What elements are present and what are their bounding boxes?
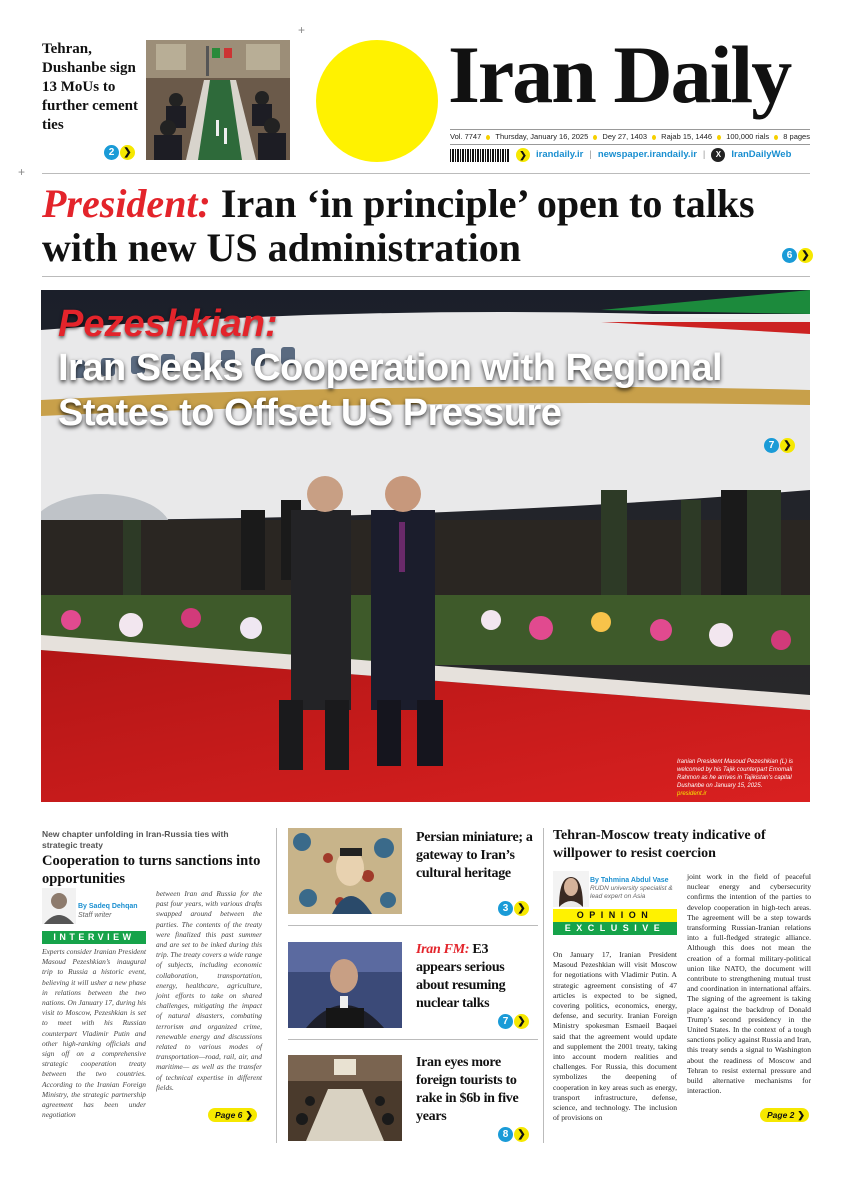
dot-separator-icon [652,135,656,140]
middle-story-3-title[interactable] [416,1054,536,1126]
issue-price: 100,000 rials [726,132,770,141]
column-divider [276,828,277,1143]
issue-persian-date: Dey 27, 1403 [602,132,648,141]
column-divider [543,828,544,1143]
interview-author-role: Staff writer [78,912,112,919]
lead-kicker: President: [42,181,211,226]
interview-label: INTERVIEW [42,931,146,944]
middle-rule [288,925,538,926]
opinion-label [553,909,677,935]
middle-story-2-page-badge[interactable] [498,1014,529,1029]
link-divider: | [702,149,706,160]
page-number: 2 [104,145,119,160]
issue-pages: 8 pages [783,132,810,141]
arrow-right-icon: ❯ [514,1014,529,1029]
middle-story-1-title[interactable] [416,829,536,883]
hero-caption-text: Iranian President Masoud Pezeshkian (L) is welcomed by his Tajik counterpart Emomali Rahmon as he arrives in Tajikistan’s capital Dushanbe on January 15, 2025. [677,759,794,789]
issue-info-line [450,129,810,145]
arrow-right-icon: ❯ [780,438,795,453]
middle-story-2-text: E3 appears serious about resuming nuclear talks [416,942,506,1011]
arrow-right-icon: ❯ [797,1110,805,1120]
interview-author: By Sadeq Dehqan [78,903,138,910]
middle-story-1-page-badge[interactable] [498,901,529,916]
middle-story-2-title[interactable] [416,941,536,1013]
arrow-right-icon: ❯ [120,145,135,160]
hero-kicker: Pezeshkian: [58,303,278,345]
opinion-label-bottom: EXCLUSIVE [553,922,677,935]
interview-title[interactable]: Cooperation to turns sanctions into opportunities [42,853,261,887]
dot-separator-icon [486,135,490,140]
newspaper-link[interactable]: newspaper.irandaily.ir [597,149,697,160]
middle-rule [288,1039,538,1040]
meeting-photo [146,40,290,160]
hero-title[interactable]: Iran Seeks Cooperation with Regional States to Offset US Pressure [58,347,723,434]
interview-page-link[interactable] [208,1105,257,1123]
opinion-body-col-c: On January 17, Iranian President Masoud Pezeshkian will visit Moscow for negotiations with Vladimir Putin. A strategic agreement consisting of 47 articles is expected to be signed, covering politics, economics, energy, defense, and security. Iranian Foreign Ministry spokesman Esmaeil Baqaei said that the agreement would update and supplement the 2001 treaty, taking into account modern realities and challenges. For Russia, this document symbolizes the deepening of cooperation in key areas such as energy, transport infrastructure, defense, science, and technology. The inclusion of provisions on [553,950,677,1123]
lead-rule [42,276,810,277]
dot-separator-icon [717,135,721,140]
links-row [450,148,810,162]
opinion-label-top: OPINION [553,909,677,922]
middle-story-3-text: Iran eyes more foreign tourists to rake in $6b in five years [416,1055,519,1124]
middle-story-1-text: Persian miniature; a gateway to Iran’s cultural heritage [416,830,533,881]
page-number: 7 [498,1014,513,1029]
issue-date: Thursday, January 16, 2025 [495,132,589,141]
hero-page-badge[interactable] [764,438,795,453]
foreign-minister-photo [288,942,402,1028]
page-label: Page 2 [767,1110,795,1120]
opinion-author-role: RUDN university specialist & lead expert on Asia [590,885,673,900]
x-logo-icon: X [711,148,725,162]
site-link[interactable]: irandaily.ir [536,149,584,160]
page-number: 8 [498,1127,513,1142]
opinion-title[interactable]: Tehran-Moscow treaty indicative of willpower to resist coercion [553,828,766,861]
opinion-page-link[interactable] [760,1105,809,1123]
page-label: Page 6 [215,1110,243,1120]
issue-lunar-date: Rajab 15, 1446 [661,132,713,141]
issue-volume: Vol. 7747 [450,132,482,141]
teaser-title-text: Tehran, Dushanbe sign 13 MoUs to further cement ties [42,41,138,133]
page-number: 6 [782,248,797,263]
hero-caption [677,758,807,798]
arrow-right-icon: ❯ [516,148,530,162]
opinion-author-avatar [553,871,589,907]
opinion-body-col-d: joint work in the field of peaceful nuclear energy and cybersecurity confirms the intention of the parties to develop cooperation in high-tech areas. The agreement will be a step towards transforming Russian-Iranian relations into a full-fledged strategic alliance. Although this does not mean the creation of a formal military-political union like NATO, the document will contribute to strengthening mutual trust and coordination in international affairs. The signing of the agreement is taking place against the backdrop of Donald Trump’s second presidency in the United States. In the context of a tough sanctions policy against Russia and Iran, this treaty sends a signal to Washington about the readiness of Moscow and Tehran to resist external pressure and build alternative mechanisms for interaction. [687,872,811,1096]
teaser-page-badge[interactable] [104,145,135,160]
tourism-meeting-photo [288,1055,402,1141]
arrow-right-icon: ❯ [514,1127,529,1142]
crop-mark-top: + [298,23,306,37]
arrow-right-icon: ❯ [514,901,529,916]
yellow-disc-decoration [316,40,438,162]
author-avatar [42,888,76,924]
page-number: 7 [764,438,779,453]
dot-separator-icon [593,135,597,140]
lead-page-badge[interactable] [782,248,813,263]
teaser-headline[interactable] [42,40,142,135]
lead-headline-text: Iran ‘in principle’ open to talks with new US administration [42,181,755,270]
interview-kicker: New chapter unfolding in Iran-Russia ties with strategic treaty [42,829,229,850]
lead-headline[interactable] [42,182,812,270]
social-link[interactable]: IranDailyWeb [731,149,792,160]
link-divider: | [589,149,592,160]
interview-body-col-b: between Iran and Russia for the past four years, with various drafts swapped around between the parties. The contents of the treaty were finalized this past summer and are set to be inked during this trip. The treaty covers a wide range of subjects, including economic collaboration, transportation, energy, healthcare, agriculture, joint efforts to take on shared challenges, mitigating the impact of natural disasters, combating terrorism and organized crime, renewable energy and discussions related to various modes of transportation—road, rail, air, and maritime— as well as the transfer of technical expertise in different fields. [156,889,262,1092]
hero-credit: president.ir [677,791,707,797]
arrow-right-icon: ❯ [798,248,813,263]
middle-story-2-kicker: Iran FM: [416,942,470,957]
crop-mark-left: + [18,165,26,179]
interview-body-col-a: Experts consider Iranian President Masoud Pezeshkian’s inaugural trip to Russia a historic event, believing it will usher a new phase in relations between the two nations. On January 17, during his visit to Moscow, Pezeshkian is set to meet with his Russian counterpart Vladimir Putin and other high-ranking officials and sign off on a comprehensive strategic cooperation treaty between the two countries. According to the Iranian Foreign Ministry, the strategic partnership agreement has been under negotiation [42,947,146,1120]
dot-separator-icon [774,135,778,140]
masthead-rule [42,173,810,174]
miniature-photo [288,828,402,914]
arrow-right-icon: ❯ [245,1110,253,1120]
barcode-icon [450,149,510,162]
opinion-author: By Tahmina Abdul Vase [590,877,669,884]
middle-story-3-page-badge[interactable] [498,1127,529,1142]
page-number: 3 [498,901,513,916]
newspaper-logo[interactable]: Iran Daily [448,29,791,120]
